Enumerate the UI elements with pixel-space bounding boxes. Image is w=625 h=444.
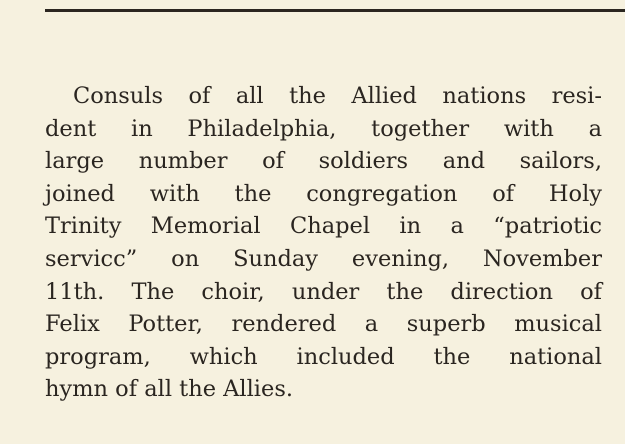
text-line: large number of soldiers and sailors, xyxy=(45,148,602,175)
article-paragraph xyxy=(45,80,602,406)
text-line: dent in Philadelphia, together with a xyxy=(45,115,602,142)
top-rule-divider xyxy=(45,9,625,12)
text-line: servicc” on Sunday evening, November xyxy=(45,245,602,272)
text-line: program, which included the national xyxy=(45,343,602,370)
text-line: Consuls of all the Allied nations resi- xyxy=(73,83,602,109)
text-line: 11th. The choir, under the direction of xyxy=(45,278,602,305)
text-line: Trinity Memorial Chapel in a “patriotic xyxy=(45,213,602,240)
text-line: Felix Potter, rendered a superb musical xyxy=(45,311,602,338)
text-line: hymn of all the Allies. xyxy=(45,376,294,403)
text-line: joined with the congregation of Holy xyxy=(45,180,602,207)
